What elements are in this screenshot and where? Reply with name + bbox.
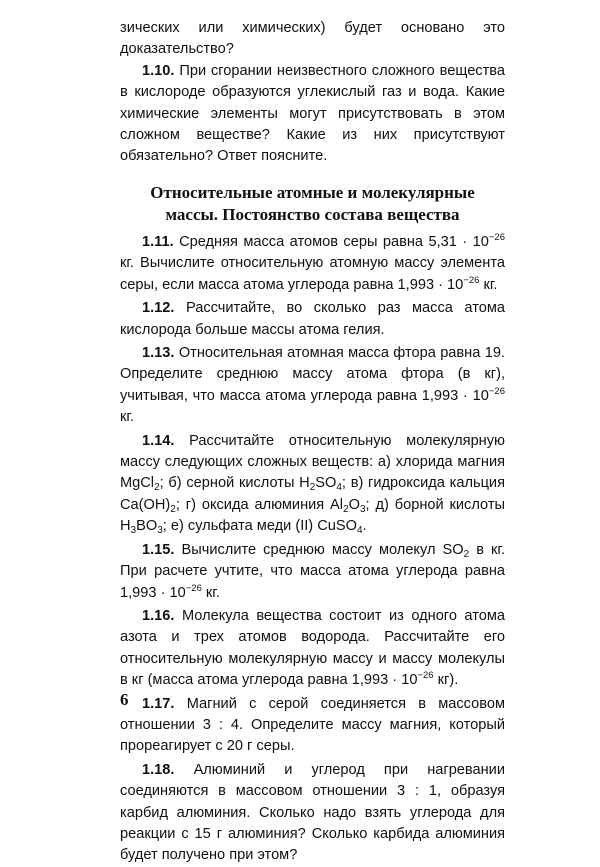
section-heading xyxy=(120,182,505,226)
problem-1-16: 1.16. Молекула вещества состоит из одного атома азота и трех атомов водорода. Рассчитайте его относительную молекулярную массу и массу молекулы в кг (масса атома углерода равна $1,993 \cdot 10^{-26}$ кг). xyxy=(120,607,505,689)
problem-1-18: 1.18. Алюминий и углерод при нагревании соединяются в массовом отношении 3 : 1, образуя карбид алюминия. Сколько надо взять углерода для реакции с 15 г алюминия? Сколько карбида алюминия будет получено при этом? xyxy=(120,761,505,864)
problems-list xyxy=(120,232,505,867)
problem-number: 1.16. xyxy=(142,607,175,624)
problem-1-17: 1.17. Магний с серой соединяется в массовом отношении 3 : 4. Определите массу магния, который прореагирует с 20 г серы. xyxy=(120,695,506,755)
problem-1-14: 1.14. Рассчитайте относительную молекулярную массу следующих сложных веществ: а) хлорида магния MgCl$_2$; б) серной кислоты $H_2SO_4$; в) гидроксида кальция $Ca(OH)_2$; г) оксида алюминия $Al_2O_3$; д) борной кислоты $H_3BO_3$; е) сульфата меди (II) CuSO$_4$. xyxy=(120,432,506,537)
problem-1-11: 1.11. Средняя масса атомов серы равна $5,31 \cdot 10^{-26}$ кг. Вычислите относительную атомную массу элемента серы, если масса атома углерода равна $1,993 \cdot 10^{-26}$ кг. xyxy=(120,232,505,293)
heading-line-2: массы. Постоянство состава вещества xyxy=(165,205,460,224)
problem-number: 1.17. xyxy=(142,695,175,712)
page-number: 6 xyxy=(120,690,129,709)
problem-number: 1.13. xyxy=(142,345,175,362)
heading-line-1: Относительные атомные и молекулярные xyxy=(150,183,475,202)
problem-1-10 xyxy=(120,61,505,168)
problem-1-13: 1.13. Относительная атомная масса фтора равна 19. Определите среднюю массу атома фтора (в кг), учитывая, что масса атома углерода равна $1,993 \cdot 10^{-26}$ кг. xyxy=(120,345,505,426)
problem-number: 1.14. xyxy=(142,432,175,449)
problem-1-15: 1.15. Вычислите среднюю массу молекул $SO_2$ в кг. При расчете учтите, что масса атома углерода равна $1,993 \cdot 10^{-26}$ кг. xyxy=(120,541,506,601)
problem-number: 1.12. xyxy=(142,300,175,317)
problem-number: 1.11. xyxy=(142,234,174,250)
problem-number: 1.10. xyxy=(142,62,175,79)
problem-1-12: 1.12. Рассчитайте, во сколько раз масса атома кислорода больше массы атома гелия. xyxy=(120,300,505,338)
problem-text: При сгорании неизвестного сложного вещества в кислороде образуются углекислый газ и вода. Какие химические элементы могут присутствовать в этом сложном веществе? Какие из них присутствуют обязательно? Ответ поясните. xyxy=(120,62,505,165)
continuation-text: зических или химических) будет основано это доказательство? xyxy=(120,20,505,58)
problem-number: 1.15. xyxy=(142,541,175,558)
problem-number: 1.18. xyxy=(142,761,175,778)
top-section xyxy=(120,18,505,168)
